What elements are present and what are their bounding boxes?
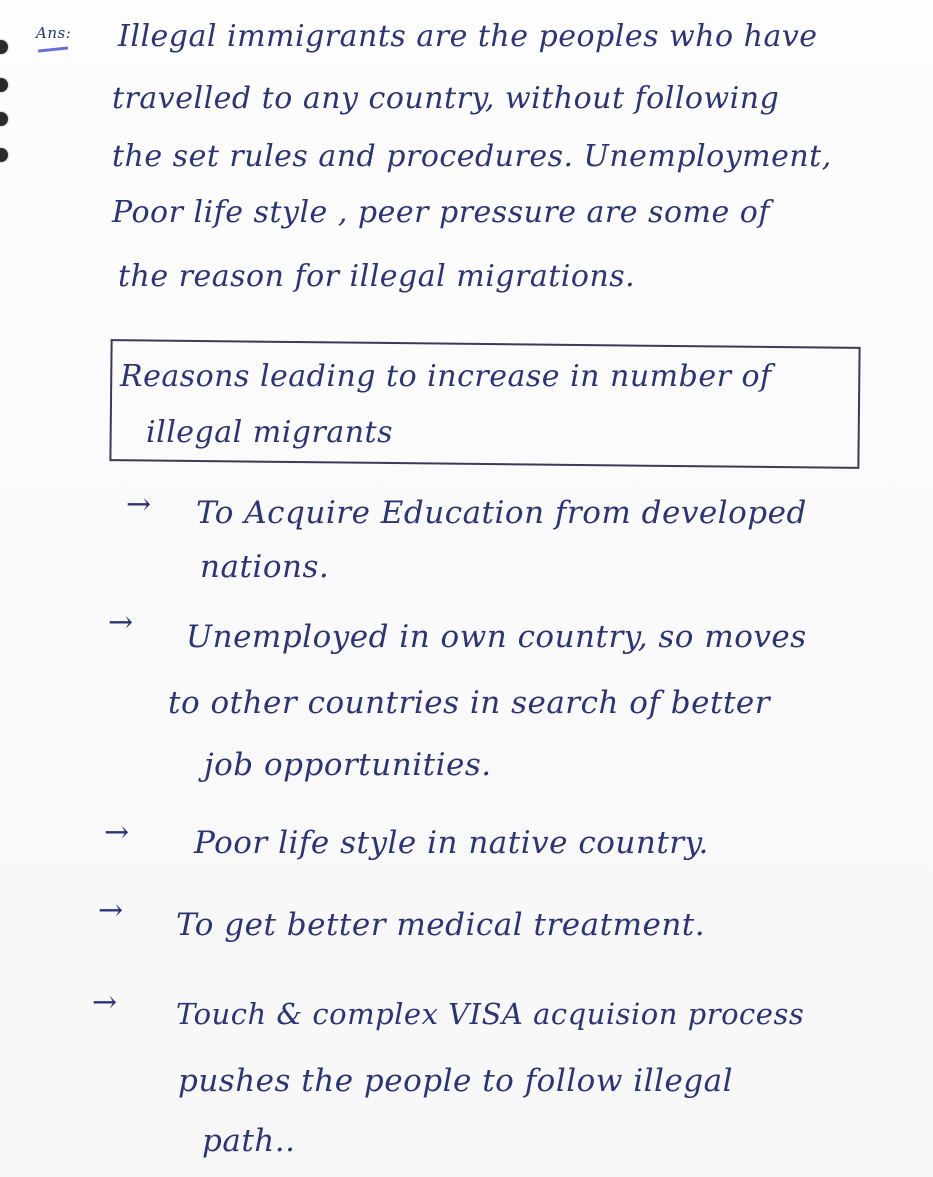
binder-hole xyxy=(0,40,8,54)
binder-hole xyxy=(0,78,8,92)
list-item-line: nations. xyxy=(200,549,330,585)
list-item-line: job opportunities. xyxy=(204,747,492,783)
list-item-line: Touch & complex VISA acquision process xyxy=(176,997,805,1031)
list-item-line: Unemployed in own country, so moves xyxy=(186,619,807,655)
answer-label-underline xyxy=(38,46,68,52)
heading-line: Reasons leading to increase in number of xyxy=(120,359,772,394)
intro-line: the reason for illegal migrations. xyxy=(118,259,636,294)
answer-label: Ans: xyxy=(36,24,72,42)
list-item-line: Poor life style in native country. xyxy=(194,825,709,861)
intro-line: travelled to any country, without following xyxy=(112,81,780,116)
list-item-line: to other countries in search of better xyxy=(168,685,771,721)
arrow-icon: → xyxy=(126,487,152,522)
list-item-line: pushes the people to follow illegal xyxy=(178,1063,734,1099)
heading-line: illegal migrants xyxy=(146,415,394,450)
arrow-icon: → xyxy=(92,985,118,1020)
list-item-line: To get better medical treatment. xyxy=(176,907,706,943)
binder-hole xyxy=(0,148,8,162)
intro-line: Illegal immigrants are the peoples who have xyxy=(118,19,818,54)
arrow-icon: → xyxy=(98,893,124,928)
arrow-icon: → xyxy=(108,605,134,640)
binder-hole xyxy=(0,112,8,126)
intro-line: Poor life style , peer pressure are some of xyxy=(112,195,770,230)
intro-line: the set rules and procedures. Unemployment, xyxy=(112,139,832,174)
arrow-icon: → xyxy=(104,815,130,850)
list-item-line: To Acquire Education from developed xyxy=(196,495,807,531)
list-item-line: path.. xyxy=(202,1123,296,1159)
